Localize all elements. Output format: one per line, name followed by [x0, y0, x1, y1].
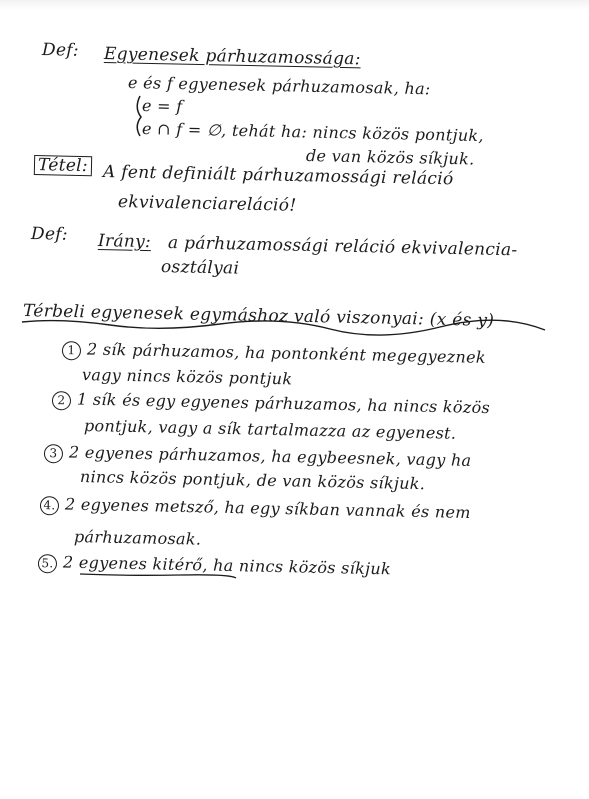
list-item-1-cont: vagy nincs közös pontjuk — [81, 365, 293, 389]
theorem-line2: ekvivalenciareláció! — [117, 192, 297, 216]
theorem-line1: A fent definiált párhuzamossági reláció — [102, 162, 454, 190]
def2-line1: a párhuzamossági reláció ekvivalencia- — [167, 233, 518, 261]
def1-cond2: e ∩ f = ∅, tehát ha: nincs közös pontjuk, — [141, 119, 485, 146]
def1-label: Def: — [41, 40, 80, 61]
def1-line1: e és f egyenesek párhuzamosak, ha: — [127, 73, 431, 99]
item-number: 2 — [52, 391, 71, 410]
def2-label: Def: — [30, 224, 69, 245]
item-number: 5. — [38, 554, 57, 573]
item-text: 2 egyenes párhuzamos, ha egybeesnek, vagy ha — [68, 442, 472, 470]
list-item-2-cont: pontjuk, vagy a sík tartalmazza az egyenest. — [83, 416, 457, 443]
def2-line2: osztályai — [160, 257, 240, 279]
theorem-label: Tétel: — [34, 155, 92, 176]
brace-mark — [137, 96, 141, 136]
item-text: 2 egyenes metsző, ha egy síkban vannak és nem — [64, 494, 471, 523]
list-item-3-cont: nincs közös pontjuk, de van közös síkjuk. — [79, 467, 426, 494]
item-text: 2 sík párhuzamos, ha pontonként megegyeznek — [86, 339, 487, 367]
def1-cond2b: de van közös síkjuk. — [305, 146, 475, 169]
heading-wavy-underline — [22, 320, 545, 335]
item-number: 3 — [44, 444, 63, 463]
item-number: 4. — [40, 496, 59, 515]
item-text: 2 egyenes kitérő, ha nincs közös síkjuk — [62, 552, 392, 579]
list-item-4-cont: párhuzamosak. — [73, 527, 202, 549]
def1-title: Egyenesek párhuzamossága: — [103, 44, 361, 70]
relations-heading: Térbeli egyenesek egymáshoz való viszonyai: (x és y) — [22, 301, 495, 331]
item-text: 1 sík és egy egyenes párhuzamos, ha nincs közös — [76, 389, 491, 418]
item5-underline — [80, 574, 236, 578]
def2-term: Irány: — [97, 231, 152, 253]
item-number: 1 — [62, 341, 81, 360]
def1-cond1: e = f — [141, 96, 183, 116]
